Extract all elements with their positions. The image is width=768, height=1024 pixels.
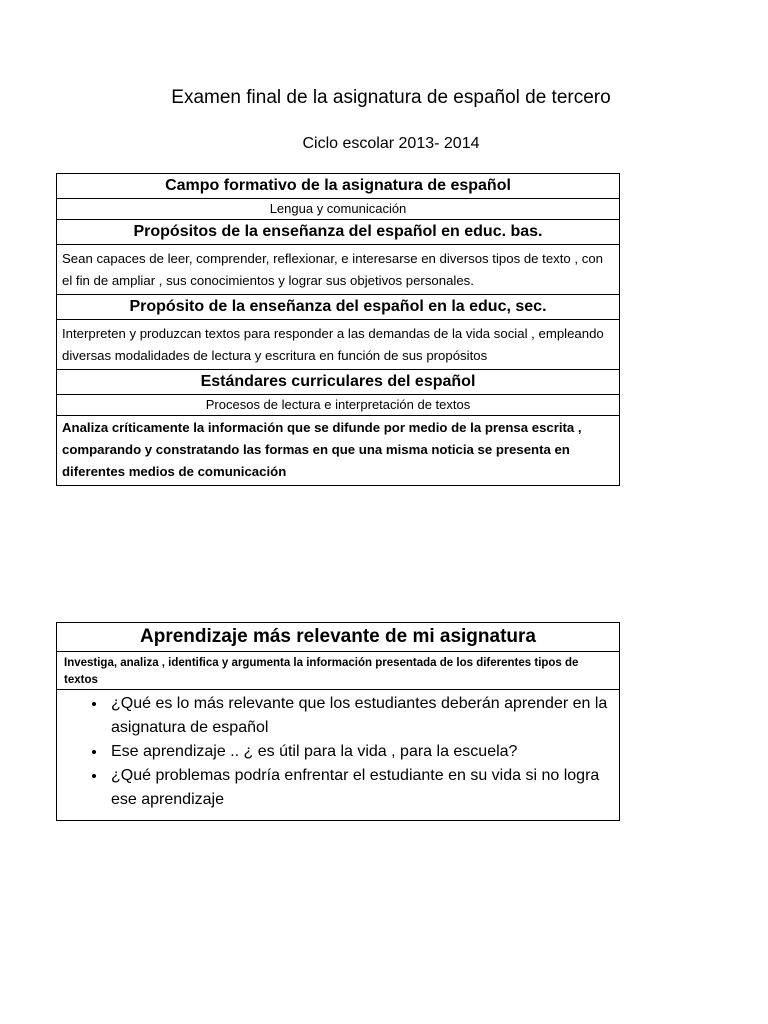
aprendizaje-header: Aprendizaje más relevante de mi asignatura: [57, 623, 620, 652]
curriculum-table: [56, 173, 620, 486]
proposito-secundaria-text: Interpreten y produzcan textos para responder a las demandas de la vida social , empleando diversas modalidades de lectura y escritura en función de sus propósitos: [57, 320, 620, 370]
estandares-header: Estándares curriculares del español: [57, 370, 620, 395]
question-item: • ¿Qué es lo más relevante que los estudiantes deberán aprender en la asignatura de español: [107, 692, 619, 740]
question-item: • ¿Qué problemas podría enfrentar el estudiante en su vida si no logra ese aprendizaje: [107, 764, 619, 812]
estandares-text: Analiza críticamente la información que se difunde por medio de la prensa escrita , comparando y constratando las formas en que una misma noticia se presenta en diferentes medios de comunicación: [57, 416, 620, 486]
aprendizaje-table: [56, 622, 620, 821]
proposito-secundaria-header: Propósito de la enseñanza del español en la educ, sec.: [57, 295, 620, 320]
aprendizaje-summary: Investiga, analiza , identifica y argumenta la información presentada de los diferentes tipos de textos: [57, 652, 620, 690]
document-subtitle: Ciclo escolar 2013- 2014: [302, 135, 480, 152]
propositos-basica-header: Propósitos de la enseñanza del español en educ. bas.: [57, 220, 620, 245]
estandares-value: Procesos de lectura e interpretación de textos: [57, 395, 620, 416]
question-item: • Ese aprendizaje .. ¿ es útil para la vida , para la escuela?: [107, 740, 619, 764]
propositos-basica-text: Sean capaces de leer, comprender, reflexionar, e interesarse en diversos tipos de texto , con el fin de ampliar , sus conocimientos y lograr sus objetivos personales.: [57, 245, 620, 295]
questions-list: [57, 692, 619, 820]
document-title: Examen final de la asignatura de español de tercero: [171, 87, 611, 108]
questions-cell: [57, 690, 620, 821]
campo-formativo-header: Campo formativo de la asignatura de español: [57, 174, 620, 199]
campo-formativo-value: Lengua y comunicación: [57, 199, 620, 220]
